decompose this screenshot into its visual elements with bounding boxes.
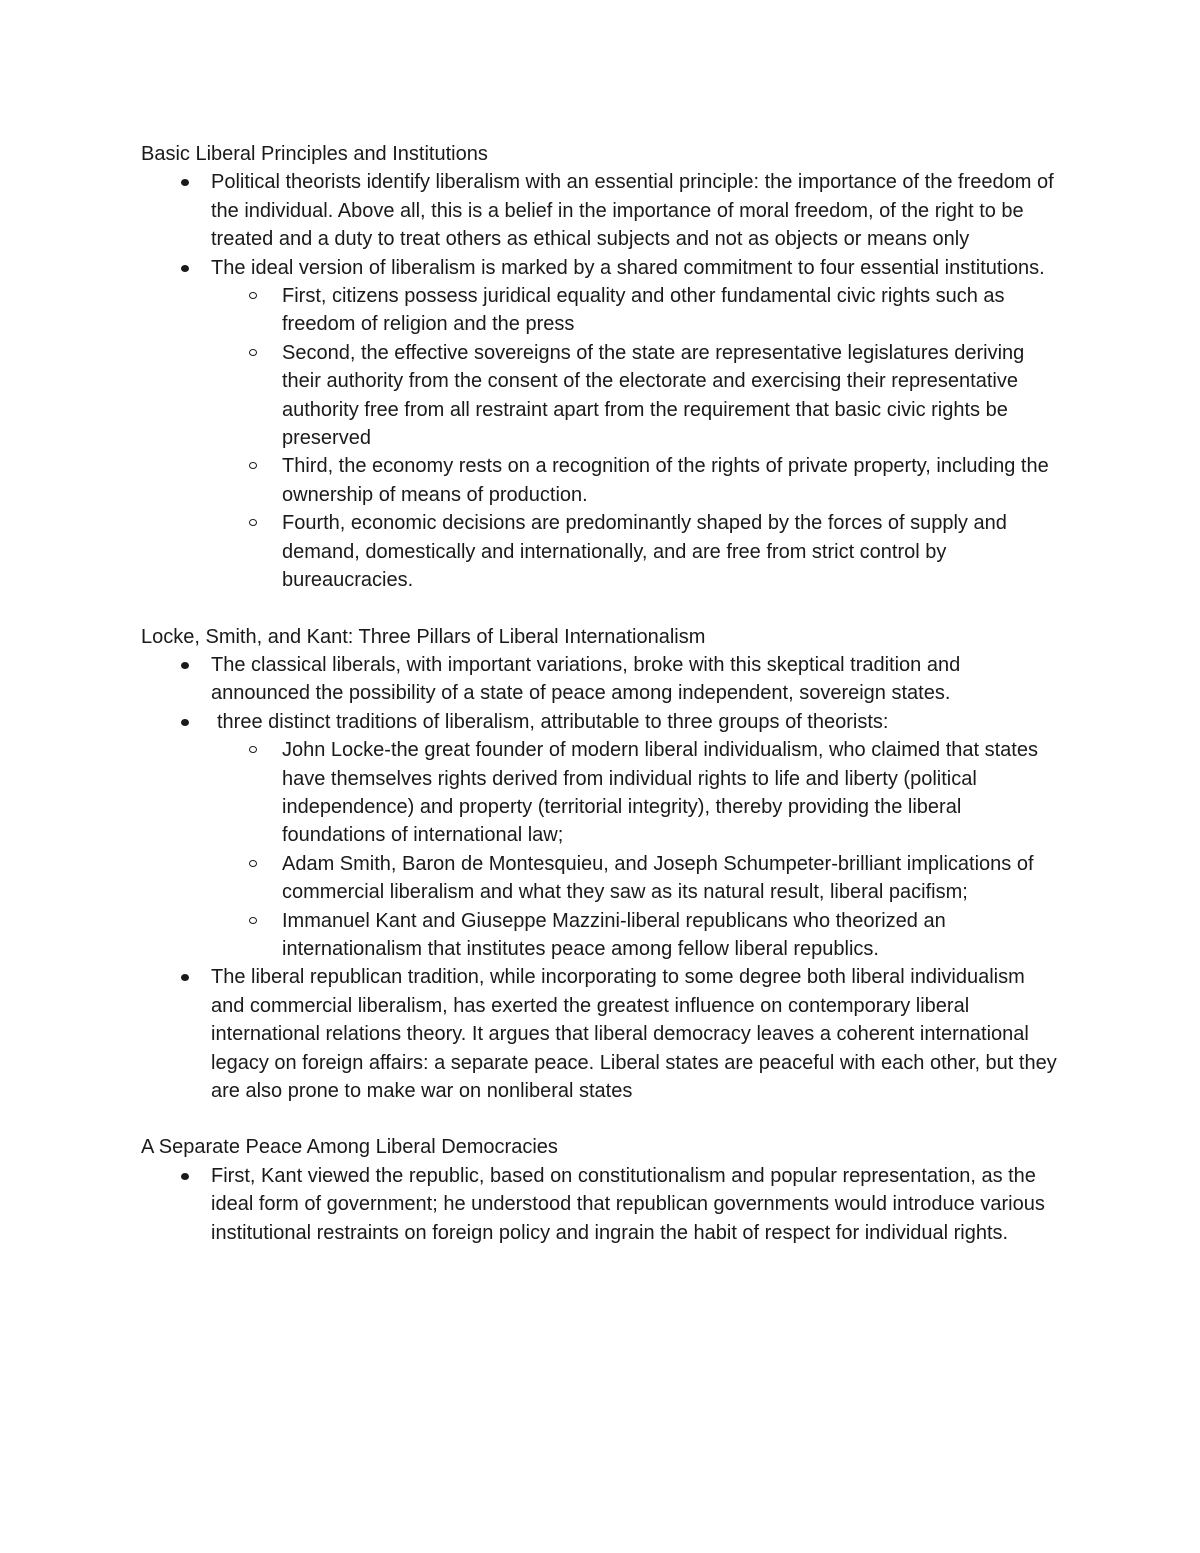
sub-list-item-text: Third, the economy rests on a recognition of the rights of private property, including the ownership of means of production. (282, 455, 1049, 506)
section-heading: Locke, Smith, and Kant: Three Pillars of Liberal Internationalism (141, 625, 706, 648)
section-heading: Basic Liberal Principles and Institutions (141, 143, 488, 165)
sub-list-item-text: Fourth, economic decisions are predominantly shaped by the forces of supply and demand, domestically and internationally, and are free from strict control by bureaucracies. (282, 512, 1007, 592)
filled-bullet-icon (181, 265, 189, 272)
section-separate-peace (141, 1133, 1061, 1247)
list-item-text: First, Kant viewed the republic, based on constitutionalism and popular representation, as the ideal form of government; he understood that republican governments would introduce various institutional restraints on foreign policy and ingrain the habit of respect for individual rights. (211, 1164, 1045, 1244)
list-item (211, 963, 1061, 1105)
hollow-bullet-icon (249, 917, 257, 924)
list-item-text: The liberal republican tradition, while incorporating to some degree both liberal individualism and commercial liberalism, has exerted the greatest influence on contemporary liberal international relations theory. It argues that liberal democracy leaves a coherent international legacy on foreign affairs: a separate peace. Liberal states are peaceful with each other, but they are also prone to make war on nonliberal states (211, 966, 1057, 1102)
bullet-list (141, 1162, 1061, 1247)
sub-list-item (282, 850, 1061, 907)
section-heading: A Separate Peace Among Liberal Democracies (141, 1136, 558, 1159)
sub-bullet-list (211, 282, 1061, 594)
filled-bullet-icon (181, 974, 189, 981)
sub-list-item-text: First, citizens possess juridical equality and other fundamental civic rights such as freedom of religion and the press (282, 285, 1005, 336)
list-item-text: Political theorists identify liberalism with an essential principle: the importance of the freedom of the individual. Above all, this is a belief in the importance of moral freedom, of the right to be treated and a duty to treat others as ethical subjects and not as objects or means only (211, 171, 1054, 251)
sub-list-item-text: Immanuel Kant and Giuseppe Mazzini-liberal republicans who theorized an internationalism that institutes peace among fellow liberal republics. (282, 909, 946, 960)
list-item (211, 708, 1061, 964)
section-basic-liberal-principles (141, 140, 1061, 595)
sub-list-item-text: John Locke-the great founder of modern liberal individualism, who claimed that states have themselves rights derived from individual rights to life and liberty (political independence) and property (territorial integrity), thereby providing the liberal foundations of international law; (282, 739, 1038, 847)
list-item (211, 168, 1061, 253)
sub-bullet-list (211, 736, 1061, 963)
hollow-bullet-icon (249, 462, 257, 469)
hollow-bullet-icon (249, 860, 257, 867)
sub-list-item (282, 452, 1061, 509)
list-item-text: The ideal version of liberalism is marked by a shared commitment to four essential institutions. (211, 256, 1045, 279)
hollow-bullet-icon (249, 519, 257, 526)
list-item (211, 254, 1061, 595)
sub-list-item (282, 509, 1061, 594)
hollow-bullet-icon (249, 349, 257, 356)
sub-list-item-text: Second, the effective sovereigns of the state are representative legislatures deriving their authority from the consent of the electorate and exercising their representative authority free from all restraint apart from the requirement that basic civic rights be preserved (282, 341, 1025, 450)
bullet-list (141, 168, 1061, 594)
filled-bullet-icon (181, 1173, 189, 1180)
bullet-list (141, 651, 1061, 1106)
hollow-bullet-icon (249, 746, 257, 753)
sub-list-item (282, 339, 1061, 453)
list-item-text: three distinct traditions of liberalism, attributable to three groups of theorists: (217, 710, 889, 733)
sub-list-item (282, 736, 1061, 850)
filled-bullet-icon (181, 719, 189, 726)
document-page (141, 140, 1061, 1247)
sub-list-item (282, 907, 1061, 964)
list-item (211, 1162, 1061, 1247)
filled-bullet-icon (181, 179, 189, 186)
sub-list-item (282, 282, 1061, 339)
filled-bullet-icon (181, 662, 189, 669)
sub-list-item-text: Adam Smith, Baron de Montesquieu, and Joseph Schumpeter-brilliant implications of commercial liberalism and what they saw as its natural result, liberal pacifism; (282, 852, 1034, 904)
list-item (211, 651, 1061, 708)
hollow-bullet-icon (249, 292, 257, 299)
list-item-text: The classical liberals, with important variations, broke with this skeptical tradition and announced the possibility of a state of peace among independent, sovereign states. (211, 653, 961, 705)
section-three-pillars (141, 623, 1061, 1106)
